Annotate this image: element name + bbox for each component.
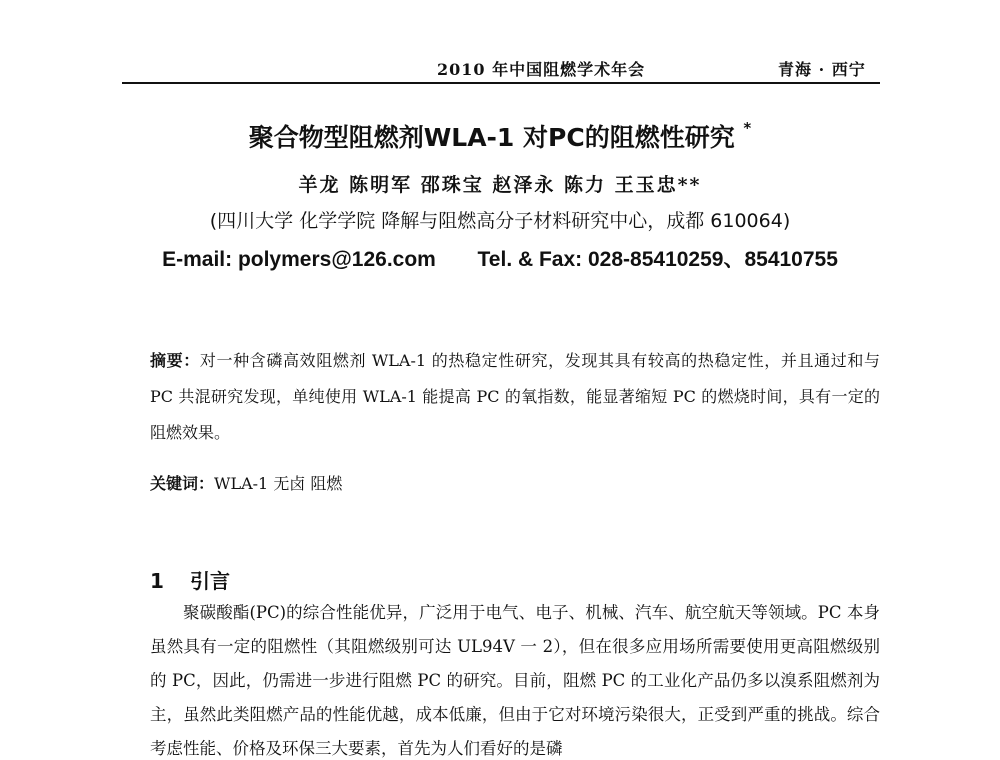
contact-line [0,243,1000,273]
paper-title-text: 聚合物型阻燃剂WLA-1 对PC的阻燃性研究 [248,123,735,152]
section-title: 引言 [190,569,230,593]
section-body [150,596,880,760]
abstract [150,343,880,451]
keywords-label: 关键词： [150,474,215,493]
section-heading [150,565,230,594]
author-list: 羊龙 陈明军 邵珠宝 赵泽永 陈力 王玉忠** [298,174,702,196]
contact-phone: Tel. & Fax: 028-85410259、85410755 [477,248,838,271]
abstract-text: 对一种含磷高效阻燃剂 WLA-1 的热稳定性研究，发现其具有较高的热稳定性，并且通过和与 PC 共混研究发现，单纯使用 WLA-1 能提高 PC 的氧指数，能显著缩短 PC 的燃烧时间，具有一定的阻燃效果。 [150,351,880,442]
running-head [0,55,1000,81]
section-number: 1 [150,569,164,593]
keywords [150,471,880,494]
title-footnote-mark: * [743,118,752,137]
affiliation: (四川大学 化学学院 降解与阻燃高分子材料研究中心，成都 610064) [209,210,791,232]
paper-title [0,118,1000,154]
header-rule [122,82,880,84]
conference-name: 2010 年中国阻燃学术年会 [437,60,646,79]
conference-location: 青海 · 西宁 [778,60,866,79]
body-paragraph: 聚碳酸酯(PC)的综合性能优异，广泛用于电气、电子、机械、汽车、航空航天等领域。PC 本身虽然具有一定的阻燃性（其阻燃级别可达 UL94V 一 2），但在很多应用场所需要使用更高阻燃级别的 PC，因此，仍需进一步进行阻燃 PC 的研究。目前，阻燃 PC 的工业化产品仍多以溴系阻燃剂为主，虽然此类阻燃产品的性能优越，成本低廉，但由于它对环境污染很大，正受到严重的挑战。综合考虑性能、价格及环保三大要素，首先为人们看好的是磷 [150,603,880,758]
keywords-text: WLA-1 无卤 阻燃 [214,474,343,493]
abstract-label: 摘要： [150,351,200,370]
contact-email: E-mail: polymers@126.com [162,248,436,271]
